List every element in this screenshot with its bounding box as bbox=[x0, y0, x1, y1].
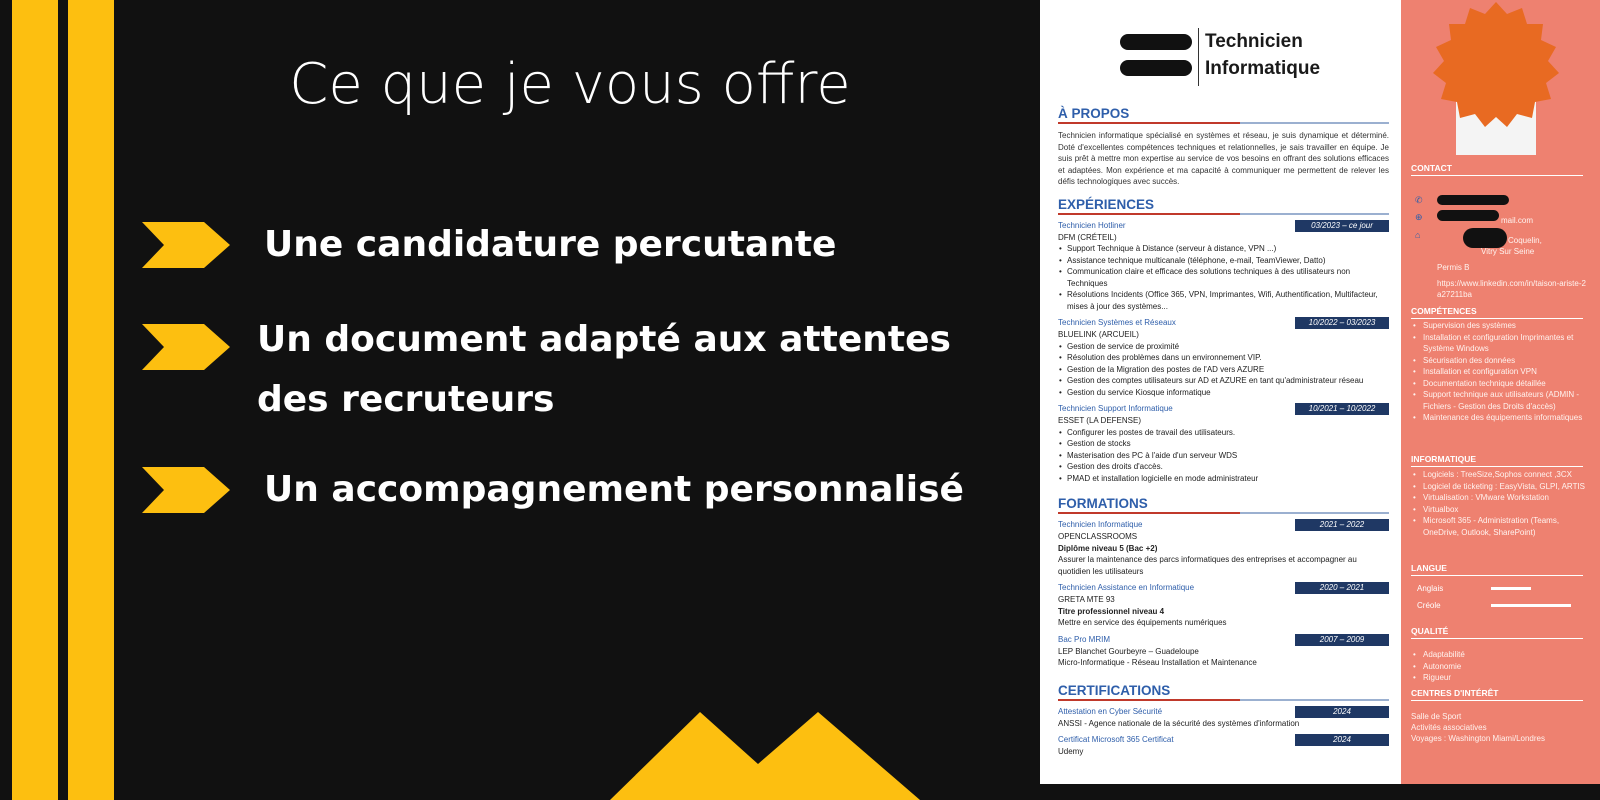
entry-date: 2024 bbox=[1295, 734, 1389, 746]
entry-role: Technicien Systèmes et Réseaux bbox=[1058, 318, 1176, 328]
list-item: • Gestion de stocks bbox=[1058, 438, 1389, 450]
experience-entry bbox=[1058, 220, 1389, 313]
list-item: • Documentation technique détaillée bbox=[1411, 378, 1589, 390]
chevron-arrow-icon bbox=[142, 467, 230, 513]
offer-text-3: Un accompagnement personnalisé bbox=[264, 469, 964, 510]
offer-item-2 bbox=[142, 310, 1007, 430]
formation-entry bbox=[1058, 582, 1389, 629]
sidebar-title-informatique: INFORMATIQUE bbox=[1411, 454, 1583, 467]
redaction-mark bbox=[1437, 210, 1499, 221]
list-item: • Gestion du service Kiosque informatique bbox=[1058, 387, 1389, 399]
list-item: Activités associatives bbox=[1411, 723, 1487, 732]
language-level-bar bbox=[1491, 587, 1531, 590]
entry-date: 03/2023 – ce jour bbox=[1295, 220, 1389, 232]
list-item: • Installation et configuration VPN bbox=[1411, 366, 1589, 378]
yellow-stripe-right bbox=[68, 0, 114, 800]
list-item: • Configurer les postes de travail des utilisateurs. bbox=[1058, 427, 1389, 439]
cv-title-line-2: Informatique bbox=[1205, 58, 1321, 79]
list-item: • Microsoft 365 - Administration (Teams, OneDrive, Outlook, SharePoint) bbox=[1411, 515, 1589, 538]
entry-org: Udemy bbox=[1058, 747, 1084, 756]
chevron-arrow-icon bbox=[142, 222, 230, 268]
globe-icon: ⊕ bbox=[1415, 212, 1423, 222]
list-item: • Résolution des problèmes dans un environnement VIP. bbox=[1058, 352, 1389, 364]
sidebar-title-interets: CENTRES D'INTÉRÊT bbox=[1411, 688, 1583, 701]
entry-school: LEP Blanchet Gourbeyre – Guadeloupe bbox=[1058, 646, 1199, 656]
entry-company: DFM (CRÉTEIL) bbox=[1058, 232, 1117, 242]
list-item: • Logiciel de ticketing : EasyVista, GLPI, ARTIS bbox=[1411, 481, 1589, 493]
contact-permis: Permis B bbox=[1437, 263, 1470, 272]
yellow-stripe-left bbox=[12, 0, 58, 800]
competences-list bbox=[1411, 320, 1589, 424]
contact-address: Coquelin, bbox=[1508, 236, 1542, 245]
list-item: • Assistance technique multicanale (téléphone, e-mail, TeamViewer, Datto) bbox=[1058, 255, 1389, 267]
cv-header bbox=[1120, 28, 1338, 86]
cv-document bbox=[1040, 0, 1600, 784]
list-item: Salle de Sport bbox=[1411, 712, 1462, 721]
experience-entry bbox=[1058, 403, 1389, 484]
contact-email: mail.com bbox=[1501, 216, 1534, 225]
list-item: • PMAD et installation logicielle en mode administrateur bbox=[1058, 473, 1389, 485]
list-item: • Résolutions Incidents (Office 365, VPN, Imprimantes, Wifi, Authentification, Multifacteur, mises à jour des systèmes... bbox=[1058, 289, 1389, 312]
list-item: • Adaptabilité bbox=[1411, 649, 1589, 661]
language-level-bar bbox=[1491, 604, 1571, 607]
list-item: • Gestion des droits d'accès. bbox=[1058, 461, 1389, 473]
list-item: • Supervision des systèmes bbox=[1411, 320, 1589, 332]
certification-entry bbox=[1058, 734, 1389, 758]
entry-date: 2021 – 2022 bbox=[1295, 519, 1389, 531]
entry-role: Technicien Hotliner bbox=[1058, 220, 1126, 230]
cv-main-column bbox=[1040, 0, 1401, 784]
entry-company: BLUELINK (ARCUEIL) bbox=[1058, 330, 1139, 339]
slide-headline: Ce que je vous offre bbox=[289, 52, 851, 117]
redaction-mark bbox=[1120, 34, 1192, 50]
home-icon: ⌂ bbox=[1415, 230, 1421, 240]
section-title-experiences: EXPÉRIENCES bbox=[1058, 197, 1389, 215]
list-item: • Support technique aux utilisateurs (ADMIN - Fichiers - Gestion des Droits d'accès) bbox=[1411, 389, 1589, 412]
entry-diploma: Titre professionnel niveau 4 bbox=[1058, 606, 1165, 616]
entry-role: Bac Pro MRIM bbox=[1058, 634, 1111, 644]
offer-item-1 bbox=[142, 215, 836, 275]
cv-sidebar bbox=[1401, 0, 1600, 784]
list-item: • Virtualbox bbox=[1411, 504, 1589, 516]
list-item: Voyages : Washington Miami/Londres bbox=[1411, 734, 1545, 743]
certification-entry bbox=[1058, 706, 1389, 730]
contact-city: Vitry Sur Seine bbox=[1481, 247, 1535, 256]
redaction-mark bbox=[1120, 60, 1192, 76]
redaction-mark bbox=[1437, 195, 1509, 205]
entry-role: Certificat Microsoft 365 Certificat bbox=[1058, 735, 1174, 745]
list-item: • Sécurisation des données bbox=[1411, 355, 1589, 367]
entry-date: 2007 – 2009 bbox=[1295, 634, 1389, 646]
contact-linkedin: https://www.linkedin.com/in/taison-ariste-2a27211ba bbox=[1437, 279, 1586, 299]
cv-title bbox=[1198, 28, 1338, 86]
sidebar-title-langue: LANGUE bbox=[1411, 563, 1583, 576]
list-item: • Gestion des comptes utilisateurs sur AD et AZURE en tant qu'administrateur réseau bbox=[1058, 375, 1389, 387]
entry-date: 10/2021 – 10/2022 bbox=[1295, 403, 1389, 415]
entry-date: 2020 – 2021 bbox=[1295, 582, 1389, 594]
experience-entry bbox=[1058, 317, 1389, 398]
list-item: • Virtualisation : VMware Workstation bbox=[1411, 492, 1589, 504]
entry-org: ANSSI - Agence nationale de la sécurité des systèmes d'information bbox=[1058, 718, 1300, 728]
language-name: Créole bbox=[1417, 601, 1441, 610]
entry-date: 2024 bbox=[1295, 706, 1389, 718]
list-item: • Installation et configuration Imprimantes et Système Windows bbox=[1411, 332, 1589, 355]
formation-entry bbox=[1058, 519, 1389, 577]
offer-text-1: Une candidature percutante bbox=[264, 224, 837, 265]
section-title-formations: FORMATIONS bbox=[1058, 496, 1389, 514]
apropos-text: Technicien informatique spécialisé en systèmes et réseau, je suis dynamique et déterminé. Doté d'excellentes compétences techniques et relationnelles, je sais travailler en équipe. Je suis prêt à mettre mon expertise au service de vos besoins en offrant des solutions efficaces et adaptées. Mon expérience et ma capacité à communiquer me permettent de relever les défis technologiques avec succès. bbox=[1058, 131, 1389, 186]
redaction-mark bbox=[1463, 228, 1507, 248]
phone-icon: ✆ bbox=[1415, 195, 1423, 205]
photo-badge-icon bbox=[1411, 0, 1581, 160]
section-title-certifications: CERTIFICATIONS bbox=[1058, 683, 1389, 701]
language-row bbox=[1417, 584, 1587, 593]
list-item: • Logiciels : TreeSize,Sophos connect ,3CX bbox=[1411, 469, 1589, 481]
list-item: • Autonomie bbox=[1411, 661, 1589, 673]
entry-role: Technicien Informatique bbox=[1058, 520, 1143, 530]
list-item: • Gestion de service de proximité bbox=[1058, 341, 1389, 353]
entry-company: ESSET (LA DEFENSE) bbox=[1058, 416, 1141, 425]
qualite-list bbox=[1411, 649, 1589, 684]
list-item: • Support Technique à Distance (serveur à distance, VPN ...) bbox=[1058, 243, 1389, 255]
entry-role: Technicien Support Informatique bbox=[1058, 404, 1173, 414]
sidebar-title-competences: COMPÉTENCES bbox=[1411, 306, 1583, 319]
entry-role: Technicien Assistance en Informatique bbox=[1058, 583, 1195, 593]
list-item: • Communication claire et efficace des solutions techniques à des utilisateurs non Techniques bbox=[1058, 266, 1389, 289]
language-name: Anglais bbox=[1417, 584, 1444, 593]
entry-date: 10/2022 – 03/2023 bbox=[1295, 317, 1389, 329]
language-row bbox=[1417, 601, 1587, 610]
entry-school: OPENCLASSROOMS bbox=[1058, 532, 1138, 541]
section-title-apropos: À PROPOS bbox=[1058, 106, 1389, 124]
informatique-list bbox=[1411, 469, 1589, 538]
entry-role: Attestation en Cyber Sécurité bbox=[1058, 706, 1163, 716]
entry-description: Micro-Informatique - Réseau Installation et Maintenance bbox=[1058, 658, 1257, 667]
list-item: • Rigueur bbox=[1411, 672, 1589, 684]
chevron-arrow-icon bbox=[142, 324, 230, 370]
entry-school: GRETA MTE 93 bbox=[1058, 595, 1115, 604]
entry-description: Mettre en service des équipements numériques bbox=[1058, 618, 1227, 627]
sidebar-title-qualite: QUALITÉ bbox=[1411, 626, 1583, 639]
sidebar-title-contact: CONTACT bbox=[1411, 163, 1583, 176]
entry-description: Assurer la maintenance des parcs informatiques des entreprises et accompagner au quotidien les utilisateurs bbox=[1058, 555, 1357, 576]
formation-entry bbox=[1058, 634, 1389, 669]
list-item: • Maintenance des équipements informatiques bbox=[1411, 412, 1589, 424]
offer-item-3 bbox=[142, 460, 964, 520]
list-item: • Masterisation des PC à l'aide d'un serveur WDS bbox=[1058, 450, 1389, 462]
entry-diploma: Diplôme niveau 5 (Bac +2) bbox=[1058, 543, 1158, 553]
interets-list bbox=[1411, 711, 1545, 744]
list-item: • Gestion de la Migration des postes de l'AD vers AZURE bbox=[1058, 364, 1389, 376]
redacted-name bbox=[1120, 28, 1198, 86]
offer-text-2: Un document adapté aux attentes des recruteurs bbox=[257, 319, 951, 420]
mountain-shape bbox=[610, 712, 920, 800]
cv-title-line-1: Technicien bbox=[1205, 31, 1303, 52]
